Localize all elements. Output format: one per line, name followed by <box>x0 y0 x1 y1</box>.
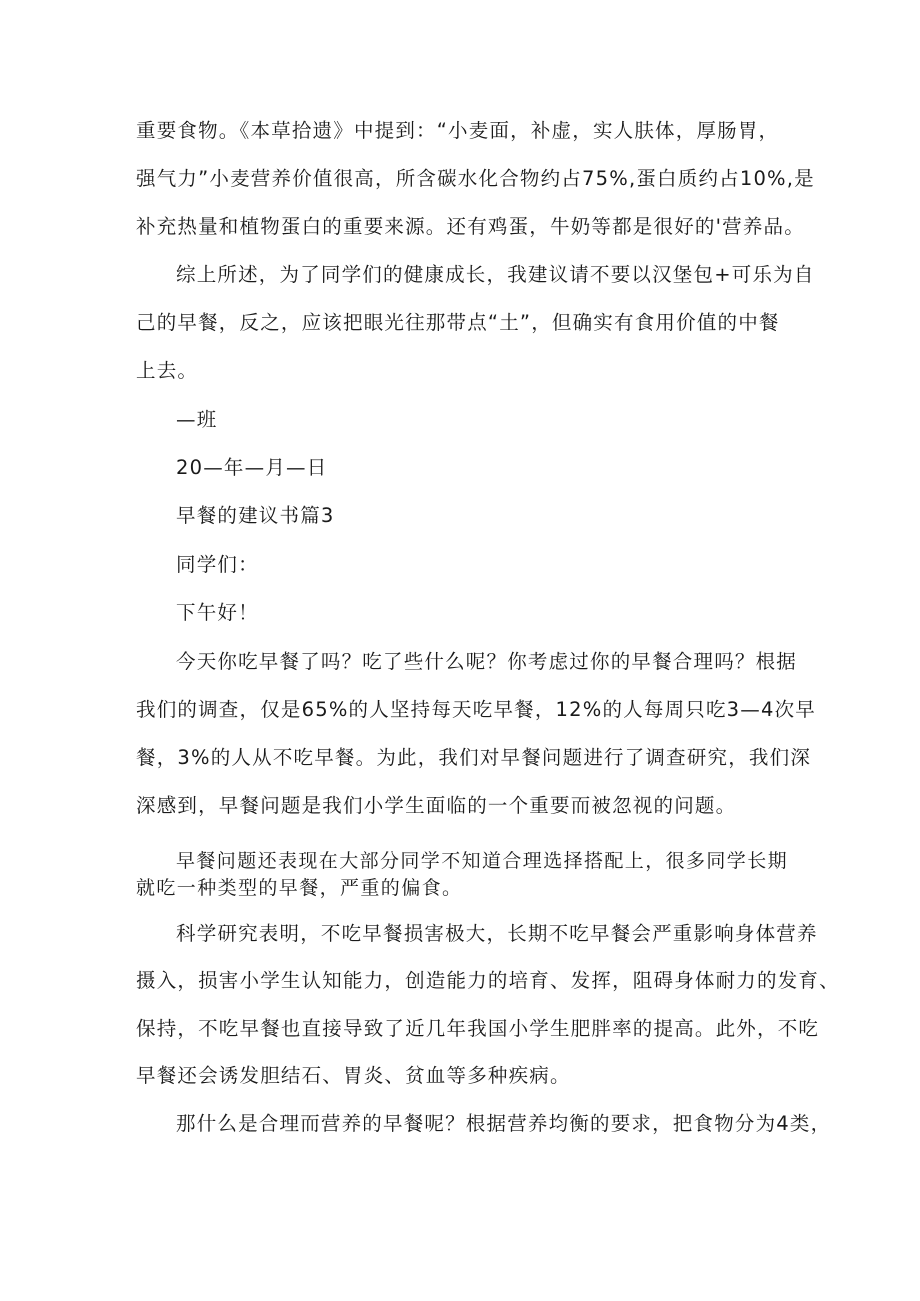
salutation: 同学们： <box>176 553 259 576</box>
body-line: 早餐还会诱发胆结石、胃炎、贫血等多种疾病。 <box>136 1064 571 1087</box>
body-line: 科学研究表明，不吃早餐损害极大，长期不吃早餐会严重影响身体营养 <box>176 922 818 945</box>
signature-class: —班 <box>176 408 218 431</box>
body-line: 早餐问题还表现在大部分同学不知道合理选择搭配上，很多同学长期 <box>176 850 789 872</box>
body-line: 餐，3%的人从不吃早餐。为此，我们对早餐问题进行了调查研究，我们深 <box>136 746 812 769</box>
body-line: 上去。 <box>136 359 199 382</box>
body-line: 重要食物。《本草拾遗》中提到：“小麦面，补虚，实人肤体，厚肠胃， <box>136 119 780 142</box>
body-line: 我们的调查，仅是65%的人坚持每天吃早餐，12%的人每周只吃3—4次早 <box>136 698 816 721</box>
body-line: 那什么是合理而营养的早餐呢？根据营养均衡的要求，把食物分为4类， <box>176 1112 832 1135</box>
body-line: 己的早餐，反之，应该把眼光往那带点“土”，但确实有食用价值的中餐 <box>136 311 780 334</box>
body-line: 摄入，损害小学生认知能力，创造能力的培育、发挥，阻碍身体耐力的发育、 <box>136 969 840 992</box>
signature-date: 20—年—月—日 <box>176 456 328 479</box>
section-title: 早餐的建议书篇3 <box>176 504 335 527</box>
body-line: 强气力”小麦营养价值很高，所含碳水化合物约占75%,蛋白质约占10%,是 <box>136 167 815 190</box>
body-line: 今天你吃早餐了吗？吃了些什么呢？你考虑过你的早餐合理吗？根据 <box>176 650 798 673</box>
greeting: 下午好！ <box>176 601 259 624</box>
body-line: 补充热量和植物蛋白的重要来源。还有鸡蛋，牛奶等都是很好的'营养品。 <box>136 215 805 238</box>
body-line: 深感到，早餐问题是我们小学生面临的一个重要而被忽视的问题。 <box>136 794 737 817</box>
body-line: 综上所述，为了同学们的健康成长，我建议请不要以汉堡包+可乐为自 <box>176 263 815 286</box>
body-line: 就吃一种类型的早餐，严重的偏食。 <box>136 877 463 899</box>
body-line: 保持，不吃早餐也直接导致了近几年我国小学生肥胖率的提高。此外，不吃 <box>136 1017 820 1040</box>
